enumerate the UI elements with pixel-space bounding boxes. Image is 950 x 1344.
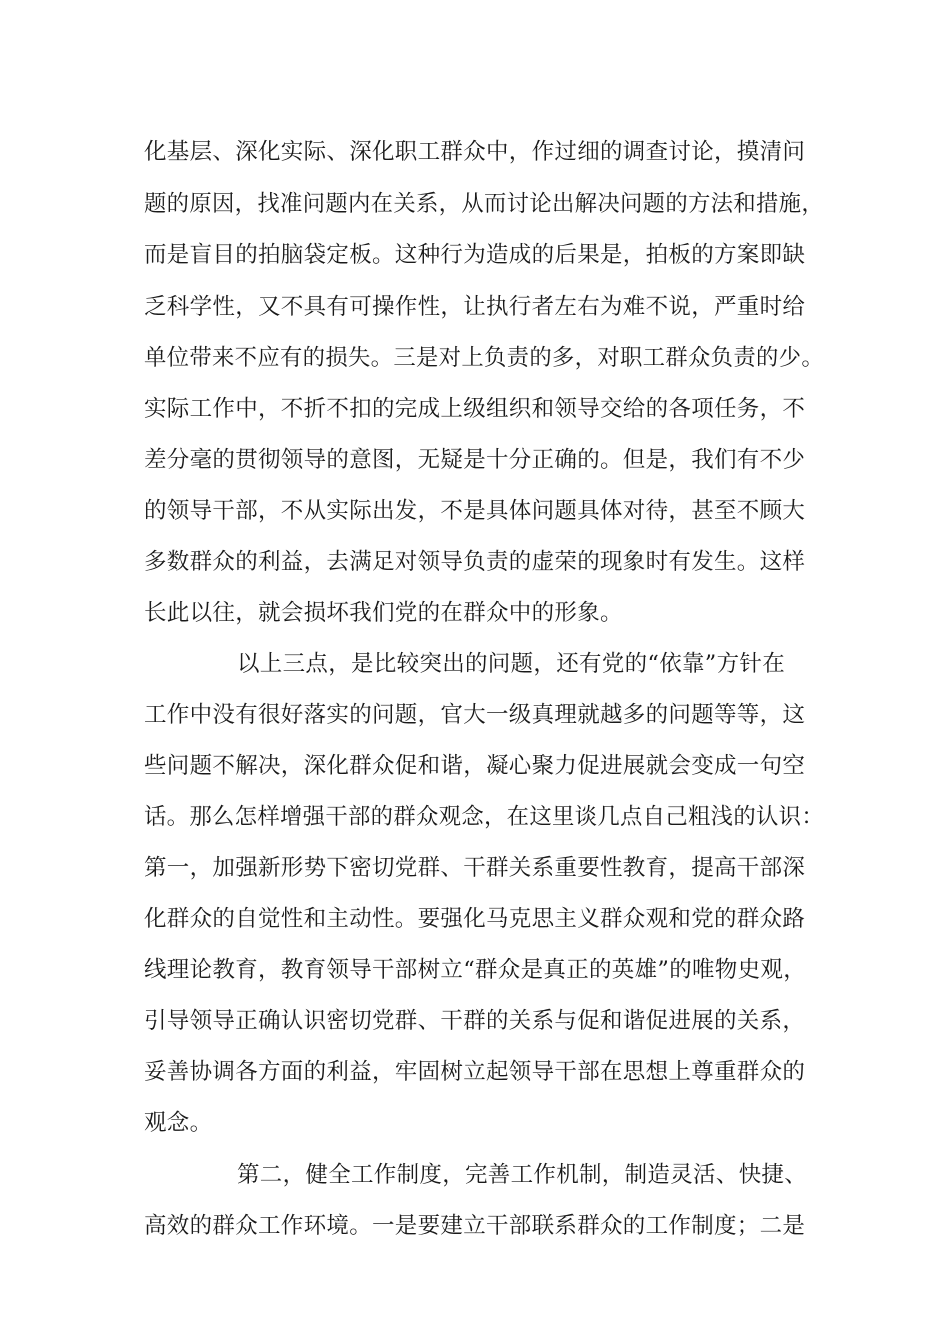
text-line: 而是盲目的拍脑袋定板。这种行为造成的后果是，拍板的方案即缺 — [144, 242, 806, 268]
text-line: 妥善协调各方面的利益，牢固树立起领导干部在思想上尊重群众的 — [144, 1059, 806, 1085]
text-line: 差分毫的贯彻领导的意图，无疑是十分正确的。但是，我们有不少 — [144, 447, 806, 473]
text-line: 观念。 — [144, 1110, 213, 1136]
text-line: 话。那么怎样增强干部的群众观念，在这里谈几点自己粗浅的认识： — [144, 804, 825, 830]
text-line: 化群众的自觉性和主动性。要强化马克思主义群众观和党的群众路 — [144, 906, 806, 932]
paragraph-start-line: 第二，健全工作制度，完善工作机制，制造灵活、快捷、 — [237, 1162, 808, 1188]
paragraph-start-line: 以上三点，是比较突出的问题，还有党的“依靠”方针在 — [237, 651, 786, 677]
text-line: 实际工作中，不折不扣的完成上级组织和领导交给的各项任务，不 — [144, 396, 806, 422]
text-line: 的领导干部，不从实际出发，不是具体问题具体对待，甚至不顾大 — [144, 498, 806, 524]
text-line: 乏科学性，又不具有可操作性，让执行者左右为难不说，严重时给 — [144, 294, 806, 320]
text-line: 工作中没有很好落实的问题，官大一级真理就越多的问题等等，这 — [144, 702, 806, 728]
text-line: 第一，加强新形势下密切党群、干群关系重要性教育，提高干部深 — [144, 855, 806, 881]
text-line: 单位带来不应有的损失。三是对上负责的多，对职工群众负责的少。 — [144, 345, 825, 371]
text-line: 引导领导正确认识密切党群、干群的关系与促和谐促进展的关系， — [144, 1008, 806, 1034]
text-line: 线理论教育，教育领导干部树立“群众是真正的英雄”的唯物史观， — [144, 957, 807, 983]
text-line: 高效的群众工作环境。一是要建立干部联系群众的工作制度；二是 — [144, 1213, 806, 1239]
text-line: 题的原因，找准问题内在关系，从而讨论出解决问题的方法和措施， — [144, 191, 825, 217]
text-line: 些问题不解决，深化群众促和谐，凝心聚力促进展就会变成一句空 — [144, 753, 806, 779]
text-line: 长此以往，就会损坏我们党的在群众中的形象。 — [144, 600, 623, 626]
text-line: 化基层、深化实际、深化职工群众中，作过细的调查讨论，摸清问 — [144, 139, 806, 165]
text-line: 多数群众的利益，去满足对领导负责的虚荣的现象时有发生。这样 — [144, 549, 806, 575]
